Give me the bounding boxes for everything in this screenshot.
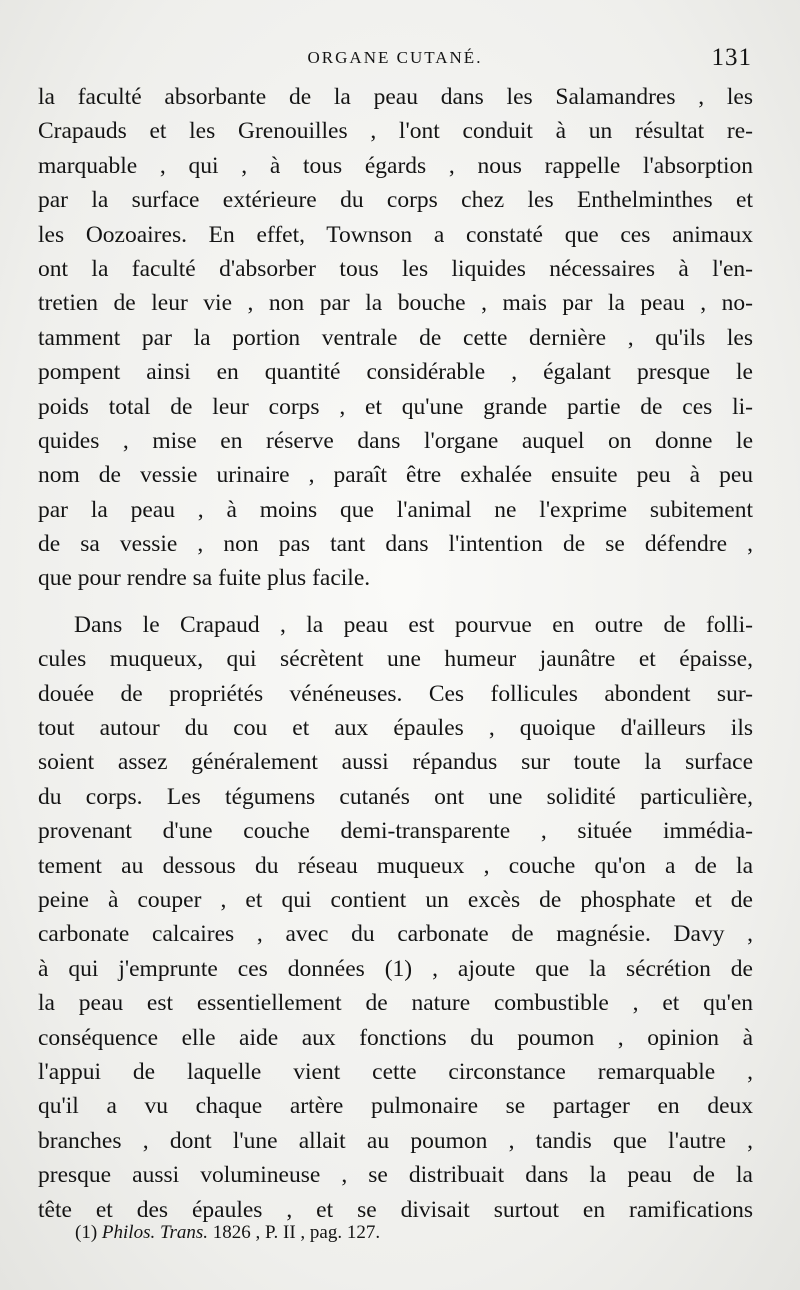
running-head [38, 46, 752, 76]
text-line: provenant d'une couche demi-transparente , située immédia- [38, 818, 753, 845]
text-line: marquable , qui , à tous égards , nous rappelle l'absorption [38, 152, 753, 179]
paragraph-gap [38, 596, 753, 608]
body-text [38, 80, 753, 1227]
text-line: tête et des épaules , et se divisait surtout en ramifications [38, 1196, 753, 1223]
text-line: l'appui de laquelle vient cette circonstance remarquable , [38, 1058, 753, 1085]
text-line: tretien de leur vie , non par la bouche , mais par la peau , no- [38, 290, 753, 317]
text-line: la faculté absorbante de la peau dans les Salamandres , les [38, 84, 753, 110]
text-line: soient assez généralement aussi répandus sur toute la surface [38, 749, 753, 776]
text-line: tamment par la portion ventrale de cette dernière , qu'ils les [38, 324, 753, 351]
text-line: douée de propriétés vénéneuses. Ces follicules abondent sur- [38, 680, 753, 707]
text-line: branches , dont l'une allait au poumon , tandis que l'autre , [38, 1127, 753, 1154]
running-title: ORGANE CUTANÉ. [307, 48, 483, 67]
text-line: pompent ainsi en quantité considérable , égalant presque le [38, 359, 753, 386]
footnote-reference: 1826 , P. II , pag. 127. [212, 1222, 381, 1243]
text-line: Crapauds et les Grenouilles , l'ont conduit à un résultat re- [38, 118, 753, 145]
text-line: Dans le Crapaud , la peau est pourvue en outre de folli- [74, 611, 753, 638]
text-line: qu'il a vu chaque artère pulmonaire se partager en deux [38, 1093, 753, 1120]
footnote-journal-title: Philos. Trans. [101, 1222, 209, 1243]
text-line: tout autour du cou et aux épaules , quoique d'ailleurs ils [38, 715, 753, 742]
text-line: du corps. Les tégumens cutanés ont une solidité particulière, [38, 783, 753, 810]
text-line: la peau est essentiellement de nature combustible , et qu'en [38, 990, 753, 1017]
text-line: carbonate calcaires , avec du carbonate de magnésie. Davy , [38, 921, 753, 948]
footnote [75, 1222, 380, 1244]
text-line: par la peau , à moins que l'animal ne l'exprime subitement [38, 496, 753, 523]
text-line: les Oozoaires. En effet, Townson a constaté que ces animaux [38, 221, 753, 248]
text-line: que pour rendre sa fuite plus facile. [38, 565, 371, 592]
paragraph-1 [38, 80, 753, 596]
text-line: nom de vessie urinaire , paraît être exhalée ensuite peu à peu [38, 462, 753, 489]
page-number: 131 [711, 44, 752, 71]
text-line: presque aussi volumineuse , se distribuait dans la peau de la [38, 1162, 753, 1189]
text-line: peine à couper , et qui contient un excès de phosphate et de [38, 886, 753, 913]
text-line: par la surface extérieure du corps chez les Enthelminthes et [38, 187, 753, 214]
footnote-marker: (1) [75, 1222, 98, 1243]
text-line: conséquence elle aide aux fonctions du poumon , opinion à [38, 1024, 753, 1051]
text-line: cules muqueux, qui sécrètent une humeur jaunâtre et épaisse, [38, 646, 753, 673]
text-line: ont la faculté d'absorber tous les liquides nécessaires à l'en- [38, 255, 753, 282]
paragraph-2 [38, 608, 753, 1227]
text-line: à qui j'emprunte ces données (1) , ajoute que la sécrétion de [38, 955, 753, 982]
text-line: quides , mise en réserve dans l'organe auquel on donne le [38, 427, 753, 454]
text-line: tement au dessous du réseau muqueux , couche qu'on a de la [38, 852, 753, 879]
text-line: de sa vessie , non pas tant dans l'intention de se défendre , [38, 531, 753, 558]
text-line: poids total de leur corps , et qu'une grande partie de ces li- [38, 393, 753, 420]
